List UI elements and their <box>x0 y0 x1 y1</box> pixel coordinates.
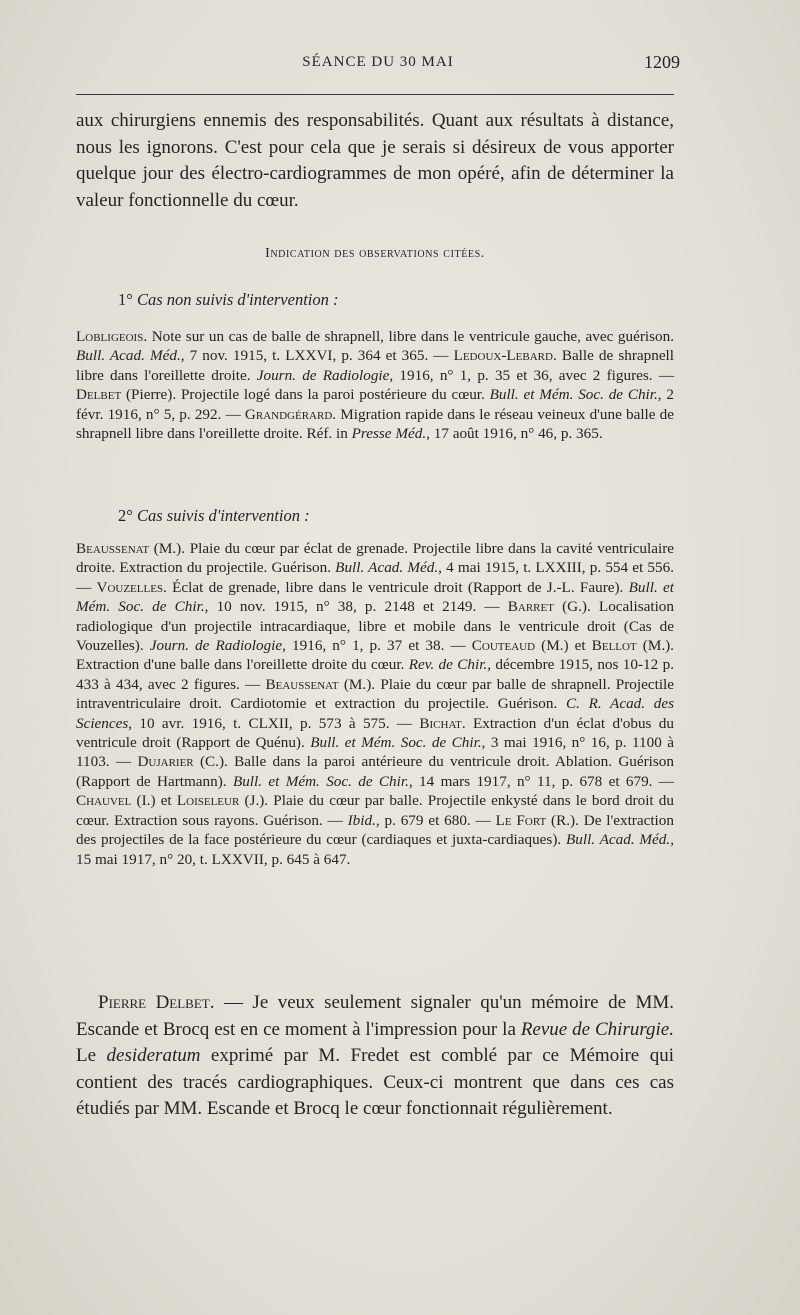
reference-journal: Bull. Acad. Méd. <box>76 347 181 365</box>
reference-text: , 3 mai 1916, n° 16, p. 1100 à 1103. — <box>76 734 674 771</box>
reference-text: (C.). Balle dans la paroi antérieure du ventricule droit. Ablation. Guérison (Rapport de Hartmann). <box>76 753 674 790</box>
reference-text: , 17 août 1916, n° 46, p. 365. <box>426 425 603 443</box>
reference-text: Balle de shrapnell libre dans l'oreillette droite. <box>76 347 674 384</box>
reference-text: , 14 mars 1917, n° 11, p. 678 et 679. — <box>408 772 674 790</box>
reference-text: (Pierre). Projectile logé dans la paroi postérieure du cœur. <box>121 386 490 404</box>
references-block-1 <box>76 327 674 443</box>
reference-author: Barret <box>507 598 554 616</box>
reference-author: Beaussenat <box>265 675 339 693</box>
reference-text: , 4 mai 1915, t. LXXIII, p. 554 et 556. — <box>76 559 674 596</box>
reference-text: Migration rapide dans le réseau veineux d'une balle de shrapnell libre dans l'oreillette droite. Réf. in <box>76 405 674 443</box>
subsection-label: Cas non suivis d'intervention : <box>136 290 339 309</box>
reference-text: , 10 avr. 1916, t. CLXII, p. 573 à 575. — <box>128 714 420 732</box>
subsection-heading-1 <box>118 290 339 310</box>
page-number: 1209 <box>644 52 680 72</box>
reference-text: , 15 mai 1917, n° 20, t. LXXVII, p. 645 à 647. <box>76 831 674 868</box>
reference-text: (M.). Plaie du cœur par éclat de grenade. Projectile libre dans la cavité ventriculaire droite. Extraction du projectile. Guérison. <box>76 540 674 577</box>
paragraph-text: — Je veux seulement signaler qu'un mémoire de MM. Escande et Brocq est en ce moment à l'impression pour la <box>76 992 675 1040</box>
reference-text: (G.). Localisation radiologique d'un projectile intracardiaque, libre et mobile dans le ventricule droit (Cas de Vouzelles). <box>76 598 674 655</box>
reference-author: Loiseleur <box>176 792 240 810</box>
reference-text: , 10 nov. 1915, n° 38, p. 2148 et 2149. — <box>204 598 508 616</box>
paragraph-text: Le <box>76 1045 107 1067</box>
reference-text: (I.) et <box>131 792 177 810</box>
journal-title: Revue de Chirurgie. <box>520 1018 674 1040</box>
reference-author: Le Fort <box>495 811 547 829</box>
reference-text: (M.). Extraction d'une balle dans l'oreillette droite du cœur. <box>76 637 674 674</box>
reference-journal: Bull. et Mém. Soc. de Chir. <box>310 734 482 752</box>
emphasis-term: desideratum <box>106 1045 201 1067</box>
reference-journal: Journ. de Radiologie <box>149 637 283 655</box>
intro-paragraph: aux chirurgiens ennemis des responsabilités. Quant aux résultats à distance, nous les ignorons. C'est pour cela que je serais si désireux de vous apporter quelque jour des électro-cardiogrammes de mon opéré, afin de déterminer la valeur fonctionnelle du cœur. <box>76 110 674 211</box>
subsection-label: Cas suivis d'intervention : <box>136 506 310 525</box>
subsection-number: 2° <box>118 506 133 525</box>
reference-author: Vouzelles. <box>96 578 167 596</box>
reference-text: (M.). Plaie du cœur par balle de shrapnell. Projectile intraventriculaire droit. Cardiotomie et extraction du projectile. Guérison. <box>76 675 675 713</box>
reference-author: Ledoux-Lebard. <box>453 347 557 365</box>
reference-journal: Ibid. <box>347 811 376 829</box>
running-header <box>76 50 680 78</box>
reference-author: Bellot <box>591 637 637 655</box>
reference-text: , 7 nov. 1915, t. LXXVI, p. 364 et 365. — <box>180 347 454 365</box>
reference-author: Delbet <box>76 386 122 404</box>
reference-text: , 1916, n° 1, p. 35 et 36, avec 2 figures. — <box>389 366 675 384</box>
reference-text: , 2 févr. 1916, n° 5, p. 292. — <box>76 386 674 423</box>
subsection-number: 1° <box>118 290 133 309</box>
reference-journal: Bull. Acad. Méd. <box>565 831 671 849</box>
section-title: Indication des observations citées. <box>265 246 485 261</box>
subsection-heading-2 <box>118 506 310 526</box>
paragraph-text: exprimé par M. Fredet est comblé par ce Mémoire qui contient des tracés cardiographiques. Ceux-ci montrent que dans ces cas étudiés par MM. Escande et Brocq le cœur fonctionnait régulièrement. <box>76 1045 674 1120</box>
reference-author: Grandgérard. <box>244 405 337 423</box>
reference-text: Extraction d'un éclat d'obus du ventricule droit (Rapport de Quénu). <box>76 714 674 752</box>
reference-author: Couteaud <box>471 637 536 655</box>
reference-text: , décembre 1915, nos 10-12 p. 433 à 434, avec 2 figures. — <box>76 656 675 693</box>
closing-paragraph <box>76 990 674 1123</box>
reference-journal: Bull. et Mém. Soc. de Chir. <box>489 386 658 404</box>
reference-text: Note sur un cas de balle de shrapnell, libre dans le ventricule gauche, avec guérison. <box>147 328 674 345</box>
reference-author: Dujarier <box>137 753 194 771</box>
header-rule <box>76 94 674 95</box>
reference-text: (R.). De l'extraction des projectiles de la face postérieure du cœur (cardiaques et juxta-cardiaques). <box>76 811 674 849</box>
reference-journal: C. R. Acad. des Sciences <box>76 695 674 732</box>
reference-text: , 1916, n° 1, p. 37 et 38. — <box>282 637 472 655</box>
reference-journal: Bull. et Mém. Soc. de Chir. <box>232 772 409 790</box>
reference-journal: Bull. Acad. Méd. <box>335 559 439 577</box>
reference-text: (M.) et <box>535 637 592 655</box>
reference-journal: Presse Méd. <box>351 425 427 443</box>
reference-author: Chauvel <box>76 792 132 810</box>
reference-author: Beaussenat <box>76 540 150 557</box>
references-block-2 <box>76 539 674 869</box>
reference-journal: Bull. et Mém. Soc. de Chir. <box>76 578 674 616</box>
reference-text: (J.). Plaie du cœur par balle. Projectile enkysté dans le bord droit du cœur. Extraction sous rayons. Guérison. — <box>76 792 674 829</box>
header-title: SÉANCE DU 30 MAI <box>302 54 454 70</box>
speaker-name: Pierre Delbet. <box>98 992 215 1013</box>
reference-journal: Journ. de Radiologie <box>256 366 390 384</box>
reference-journal: Rev. de Chir. <box>408 656 488 674</box>
reference-author: Bichat. <box>419 714 466 732</box>
reference-text: Éclat de grenade, libre dans le ventricule droit (Rapport de J.-L. Faure). <box>166 578 629 596</box>
reference-author: Lobligeois. <box>76 328 148 345</box>
reference-text: , p. 679 et 680. — <box>375 811 496 829</box>
